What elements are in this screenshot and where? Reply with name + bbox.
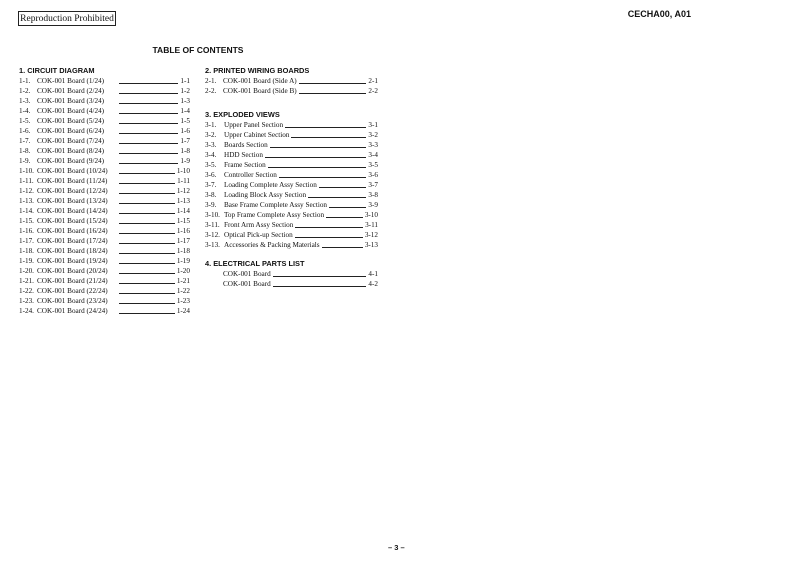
toc-entry: [205, 150, 378, 160]
toc-entry: [19, 76, 190, 86]
toc-entry: [19, 136, 190, 146]
section-electrical-parts-list: [205, 259, 378, 289]
leader-line: [119, 203, 175, 204]
entry-page: 1-20: [176, 267, 190, 275]
toc-entry: [19, 126, 190, 136]
section-heading: 3. EXPLODED VIEWS: [205, 110, 280, 119]
entry-number: 3-1.: [205, 121, 217, 129]
entry-page: 3-2: [368, 131, 378, 139]
page-number: – 3 –: [388, 543, 405, 552]
leader-line: [299, 93, 367, 94]
entry-title: Loading Complete Assy Section: [224, 181, 317, 189]
leader-line: [119, 133, 178, 134]
entry-page: 3-9: [368, 201, 378, 209]
section-heading: 1. CIRCUIT DIAGRAM: [19, 66, 95, 75]
leader-line: [273, 276, 367, 277]
toc-entry: [19, 106, 190, 116]
entry-title: COK-001 Board (10/24): [37, 167, 108, 175]
entry-page: 4-2: [368, 280, 378, 288]
entry-number: 3-10.: [205, 211, 220, 219]
entry-page: 3-6: [368, 171, 378, 179]
toc-entry: [205, 279, 378, 289]
entry-page: 3-5: [368, 161, 378, 169]
entry-title: COK-001 Board (4/24): [37, 107, 105, 115]
entry-number: 1-18.: [19, 247, 34, 255]
entry-title: COK-001 Board (8/24): [37, 147, 105, 155]
section-circuit-diagram: [19, 66, 190, 316]
entry-title: COK-001 Board (9/24): [37, 157, 105, 165]
toc-entry: [205, 190, 378, 200]
toc-entry: [205, 160, 378, 170]
entry-title: Optical Pick-up Section: [224, 231, 293, 239]
toc-entry: [19, 246, 190, 256]
toc-entry: [19, 96, 190, 106]
leader-line: [119, 143, 178, 144]
entry-title: Boards Section: [224, 141, 268, 149]
entry-number: 1-12.: [19, 187, 34, 195]
leader-line: [119, 113, 178, 114]
leader-line: [119, 173, 175, 174]
entry-page: 3-1: [368, 121, 378, 129]
toc-entry: [19, 256, 190, 266]
toc-entry: [19, 216, 190, 226]
entry-title: Frame Section: [224, 161, 266, 169]
entry-number: 1-17.: [19, 237, 34, 245]
leader-line: [285, 127, 366, 128]
entry-title: COK-001 Board: [223, 270, 271, 278]
entry-number: 1-22.: [19, 287, 34, 295]
leader-line: [299, 83, 367, 84]
leader-line: [119, 93, 178, 94]
toc-entry: [19, 176, 190, 186]
toc-entry: [19, 206, 190, 216]
toc-entry: [205, 140, 378, 150]
entry-number: 3-3.: [205, 141, 217, 149]
entry-page: 3-12: [364, 231, 378, 239]
entry-number: 3-12.: [205, 231, 220, 239]
entry-number: 1-5.: [19, 117, 31, 125]
entry-number: 1-1.: [19, 77, 31, 85]
entry-number: 1-10.: [19, 167, 34, 175]
leader-line: [308, 197, 366, 198]
entry-page: 1-12: [176, 187, 190, 195]
leader-line: [273, 286, 367, 287]
entry-number: 2-2.: [205, 87, 217, 95]
leader-line: [319, 187, 367, 188]
entry-title: COK-001 Board: [223, 280, 271, 288]
entry-title: COK-001 Board (22/24): [37, 287, 108, 295]
entry-page: 2-2: [368, 87, 378, 95]
entry-page: 1-3: [180, 97, 190, 105]
leader-line: [119, 193, 175, 194]
entry-title: COK-001 Board (20/24): [37, 267, 108, 275]
entry-title: Upper Panel Section: [224, 121, 284, 129]
entry-number: 3-6.: [205, 171, 217, 179]
entry-title: COK-001 Board (19/24): [37, 257, 108, 265]
section-printed-wiring-boards: [205, 66, 378, 96]
toc-entry: [205, 180, 378, 190]
leader-line: [322, 247, 363, 248]
entry-page: 1-23: [176, 297, 190, 305]
entry-page: 3-13: [364, 241, 378, 249]
entry-page: 1-17: [176, 237, 190, 245]
entry-page: 1-8: [180, 147, 190, 155]
leader-line: [119, 163, 178, 164]
entry-number: 1-13.: [19, 197, 34, 205]
entry-number: 3-9.: [205, 201, 217, 209]
leader-line: [119, 233, 175, 234]
leader-line: [119, 293, 175, 294]
leader-line: [329, 207, 366, 208]
entry-number: 1-6.: [19, 127, 31, 135]
entry-page: 3-11: [365, 221, 378, 229]
entry-title: COK-001 Board (24/24): [37, 307, 108, 315]
toc-entry: [19, 116, 190, 126]
model-number: CECHA00, A01: [627, 9, 691, 19]
leader-line: [119, 303, 175, 304]
toc-entry: [19, 296, 190, 306]
entry-number: 1-15.: [19, 217, 34, 225]
leader-line: [119, 183, 175, 184]
entry-page: 1-21: [176, 277, 190, 285]
entry-title: COK-001 Board (14/24): [37, 207, 108, 215]
entry-title: COK-001 Board (15/24): [37, 217, 108, 225]
leader-line: [270, 147, 367, 148]
entry-number: 1-14.: [19, 207, 34, 215]
entry-number: 3-11.: [205, 221, 220, 229]
entry-title: COK-001 Board (5/24): [37, 117, 105, 125]
entry-number: 1-19.: [19, 257, 34, 265]
leader-line: [119, 243, 175, 244]
toc-entry: [19, 86, 190, 96]
entry-title: Controller Section: [224, 171, 277, 179]
entry-page: 1-5: [180, 117, 190, 125]
entry-number: 1-2.: [19, 87, 31, 95]
entry-number: 3-8.: [205, 191, 217, 199]
leader-line: [119, 223, 175, 224]
entry-number: 3-5.: [205, 161, 217, 169]
entry-title: COK-001 Board (3/24): [37, 97, 105, 105]
entry-number: 3-7.: [205, 181, 217, 189]
entry-number: 1-3.: [19, 97, 31, 105]
entry-page: 1-19: [176, 257, 190, 265]
entry-number: 1-11.: [19, 177, 34, 185]
toc-entry: [205, 76, 378, 86]
entry-number: 1-7.: [19, 137, 31, 145]
leader-line: [279, 177, 367, 178]
entry-title: Accessories & Packing Materials: [224, 241, 320, 249]
toc-entry: [205, 170, 378, 180]
entry-number: 3-2.: [205, 131, 217, 139]
entry-number: 1-9.: [19, 157, 31, 165]
leader-line: [119, 123, 178, 124]
entry-page: 1-4: [180, 107, 190, 115]
entry-page: 2-1: [368, 77, 378, 85]
entry-title: COK-001 Board (12/24): [37, 187, 108, 195]
entry-title: Base Frame Complete Assy Section: [224, 201, 328, 209]
entry-title: COK-001 Board (18/24): [37, 247, 108, 255]
entry-page: 1-7: [180, 137, 190, 145]
entry-title: Front Arm Assy Section: [224, 221, 294, 229]
page-title: TABLE OF CONTENTS: [152, 45, 244, 55]
leader-line: [119, 253, 175, 254]
section-exploded-views: [205, 110, 378, 250]
entry-page: 1-1: [180, 77, 190, 85]
toc-entry: [205, 86, 378, 96]
toc-entry: [19, 186, 190, 196]
toc-entry: [19, 286, 190, 296]
entry-title: COK-001 Board (13/24): [37, 197, 108, 205]
toc-entry: [19, 226, 190, 236]
leader-line: [119, 313, 175, 314]
toc-entry: [205, 269, 378, 279]
leader-line: [119, 213, 175, 214]
entry-number: 1-24.: [19, 307, 34, 315]
toc-entry: [205, 210, 378, 220]
toc-entry: [205, 240, 378, 250]
entry-title: Upper Cabinet Section: [224, 131, 290, 139]
entry-page: 1-14: [176, 207, 190, 215]
toc-entry: [205, 130, 378, 140]
reproduction-prohibited-stamp: Reproduction Prohibited: [18, 11, 116, 26]
entry-page: 1-24: [176, 307, 190, 315]
entry-page: 1-9: [180, 157, 190, 165]
entry-page: 3-3: [368, 141, 378, 149]
entry-title: COK-001 Board (7/24): [37, 137, 105, 145]
toc-entry: [205, 200, 378, 210]
entry-number: 1-20.: [19, 267, 34, 275]
entry-page: 1-10: [176, 167, 190, 175]
entry-title: Top Frame Complete Assy Section: [224, 211, 325, 219]
toc-entry: [19, 196, 190, 206]
entry-title: Loading Block Assy Section: [224, 191, 307, 199]
entry-page: 3-10: [364, 211, 378, 219]
entry-title: COK-001 Board (1/24): [37, 77, 105, 85]
toc-entry: [19, 146, 190, 156]
leader-line: [119, 153, 178, 154]
entry-page: 3-4: [368, 151, 378, 159]
leader-line: [291, 137, 366, 138]
entry-page: 3-7: [368, 181, 378, 189]
entry-title: COK-001 Board (23/24): [37, 297, 108, 305]
entry-number: 1-8.: [19, 147, 31, 155]
entry-title: COK-001 Board (16/24): [37, 227, 108, 235]
toc-entry: [205, 220, 378, 230]
toc-entry: [19, 156, 190, 166]
toc-entry: [19, 236, 190, 246]
entry-page: 1-15: [176, 217, 190, 225]
leader-line: [119, 283, 175, 284]
toc-entry: [205, 230, 378, 240]
entry-page: 1-6: [180, 127, 190, 135]
toc-entry: [19, 276, 190, 286]
toc-entry: [205, 120, 378, 130]
entry-page: 1-11: [177, 177, 190, 185]
entry-number: 3-4.: [205, 151, 217, 159]
entry-number: 2-1.: [205, 77, 217, 85]
entry-title: COK-001 Board (Side A): [223, 77, 297, 85]
leader-line: [119, 273, 175, 274]
toc-entry: [19, 306, 190, 316]
entry-number: 1-23.: [19, 297, 34, 305]
entry-title: COK-001 Board (11/24): [37, 177, 108, 185]
entry-title: COK-001 Board (17/24): [37, 237, 108, 245]
leader-line: [119, 103, 178, 104]
entry-title: COK-001 Board (21/24): [37, 277, 108, 285]
entry-page: 4-1: [368, 270, 378, 278]
leader-line: [265, 157, 366, 158]
section-heading: 4. ELECTRICAL PARTS LIST: [205, 259, 305, 268]
leader-line: [326, 217, 363, 218]
entry-number: 3-13.: [205, 241, 220, 249]
toc-entry: [19, 266, 190, 276]
entry-number: 1-16.: [19, 227, 34, 235]
entry-title: COK-001 Board (Side B): [223, 87, 297, 95]
entry-title: COK-001 Board (2/24): [37, 87, 105, 95]
section-heading: 2. PRINTED WIRING BOARDS: [205, 66, 310, 75]
leader-line: [268, 167, 367, 168]
entry-page: 1-16: [176, 227, 190, 235]
entry-number: 1-21.: [19, 277, 34, 285]
entry-title: COK-001 Board (6/24): [37, 127, 105, 135]
entry-number: 1-4.: [19, 107, 31, 115]
entry-page: 3-8: [368, 191, 378, 199]
leader-line: [295, 227, 363, 228]
entry-title: HDD Section: [224, 151, 263, 159]
leader-line: [119, 83, 178, 84]
entry-page: 1-2: [180, 87, 190, 95]
entry-page: 1-18: [176, 247, 190, 255]
toc-entry: [19, 166, 190, 176]
entry-page: 1-13: [176, 197, 190, 205]
leader-line: [119, 263, 175, 264]
leader-line: [295, 237, 363, 238]
entry-page: 1-22: [176, 287, 190, 295]
